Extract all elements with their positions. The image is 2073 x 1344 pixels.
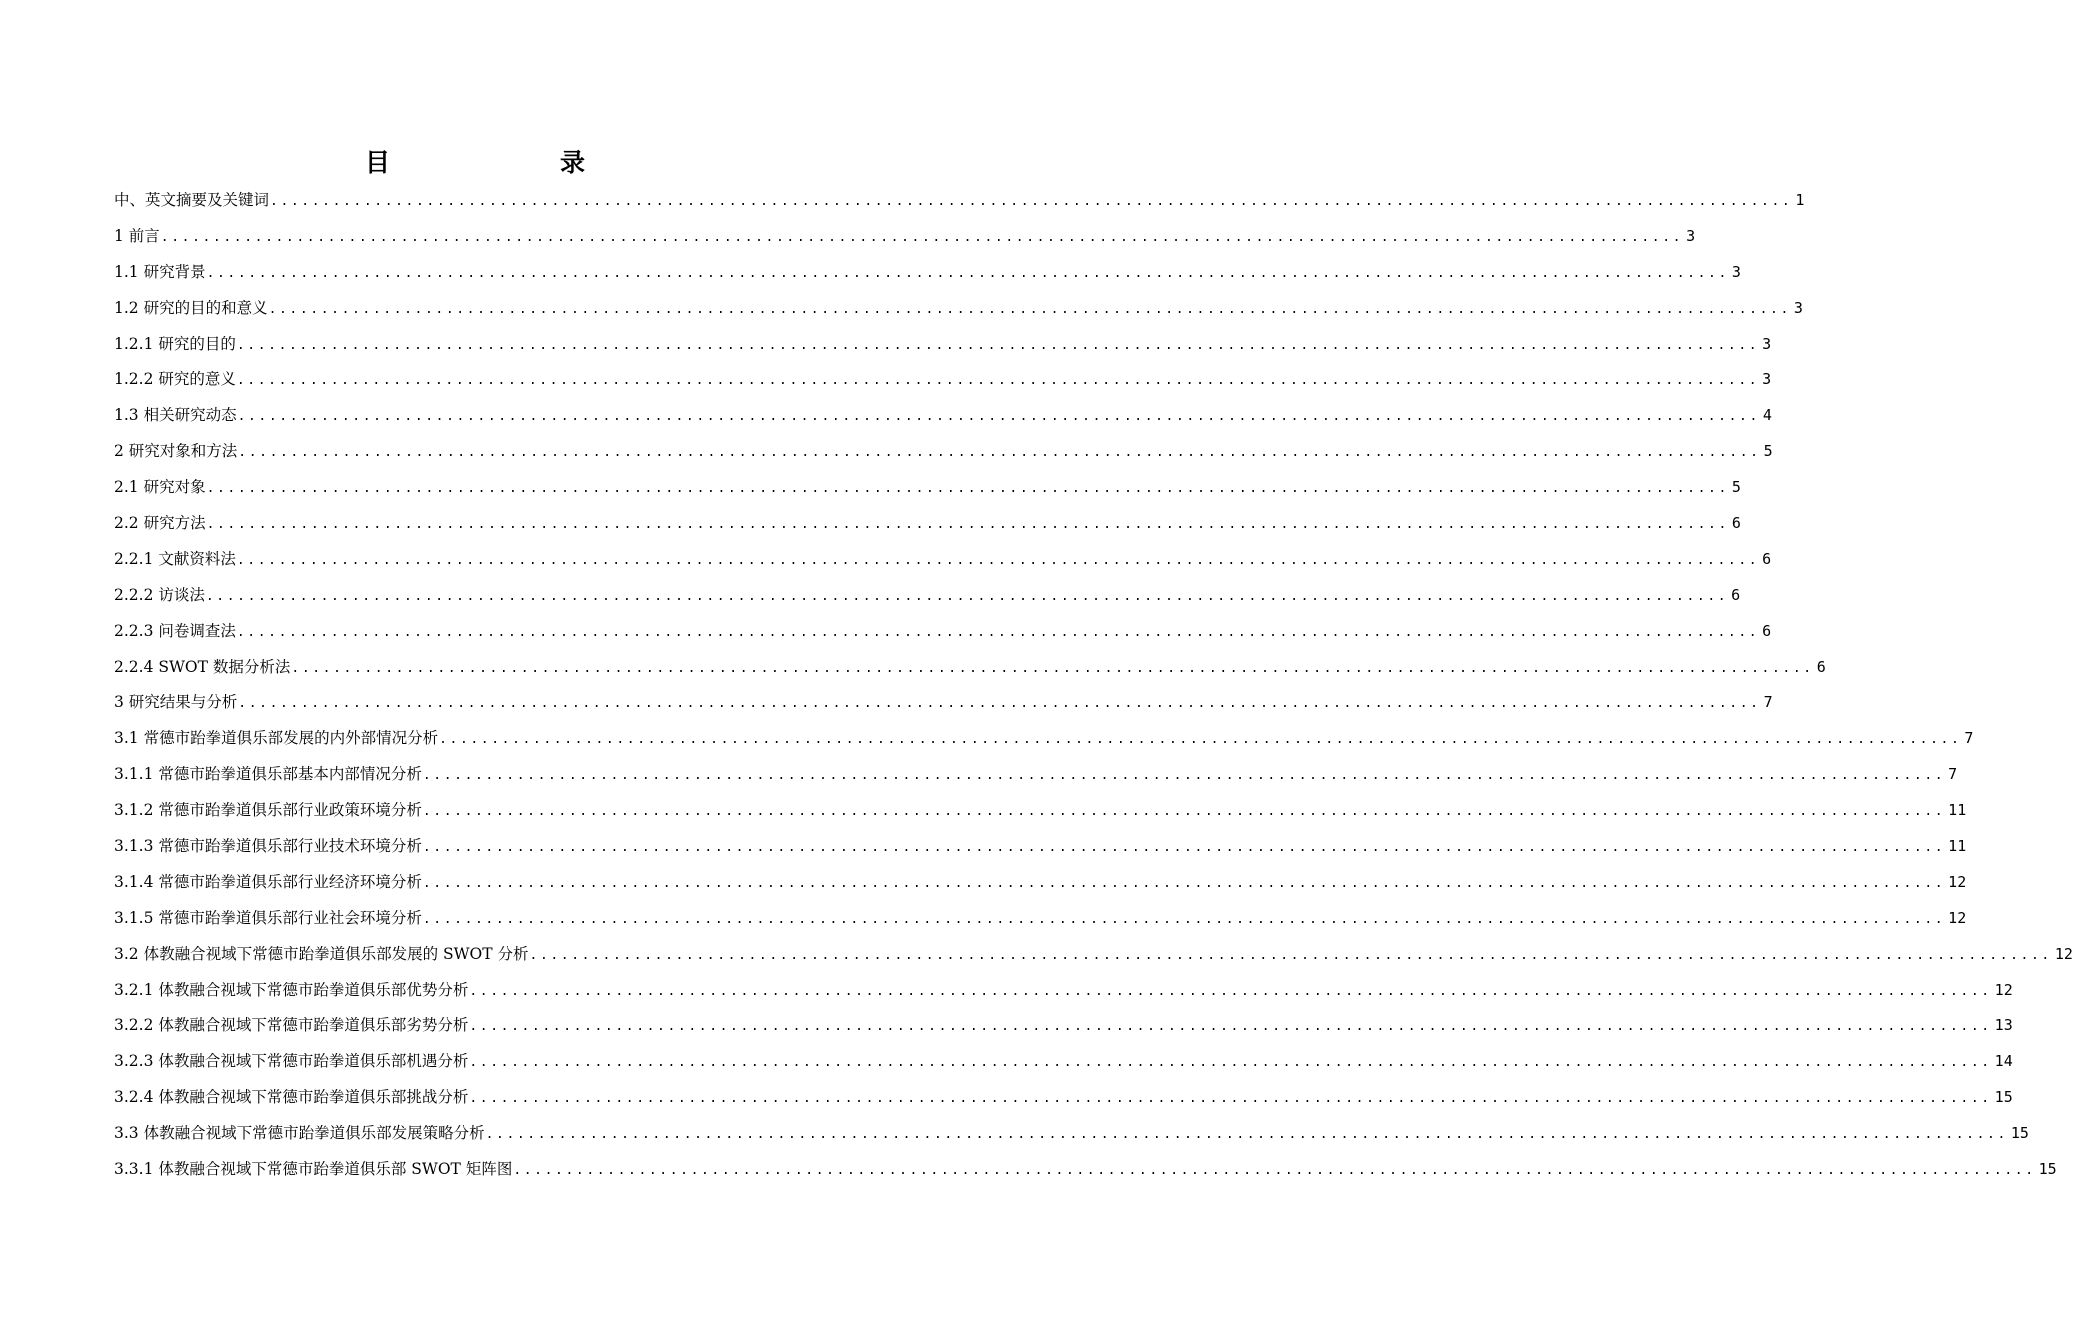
toc-entry[interactable] [114,327,1772,363]
dot-leader: .................................................................................................................................................. [206,517,1729,533]
toc-entry-title: 3.3.1 体教融合视域下常德市跆拳道俱乐部 SWOT 矩阵图 [114,1160,513,1179]
toc-entry-page-number: 4 [1762,406,1772,425]
dot-leader: .................................................................................................................................................. [268,301,1791,317]
toc-entry-page-number: 7 [1948,765,1958,784]
toc-entry-title: 1.2.1 研究的目的 [114,334,236,353]
toc-entry-title: 1 前言 [114,226,160,245]
dot-leader: .................................................................................................................................................. [206,265,1729,281]
toc-entry[interactable] [114,255,1741,291]
toc-entry-title: 2.2.3 问卷调查法 [114,621,236,640]
dot-leader: .................................................................................................................................................. [485,1127,2008,1143]
dot-leader: .................................................................................................................................................. [236,337,1760,353]
toc-entry-page-number: 3 [1793,298,1803,317]
toc-entry-page-number: 12 [1994,980,2013,999]
toc-entry[interactable] [114,183,1805,219]
dot-leader: .................................................................................................................................................. [160,229,1684,245]
toc-entry-page-number: 11 [1948,801,1967,820]
toc-entry-title: 中、英文摘要及关键词 [114,191,270,209]
toc-entry[interactable] [114,398,1772,434]
toc-entry[interactable] [114,757,1958,793]
toc-entry-page-number: 3 [1762,370,1772,389]
dot-leader: .................................................................................................................................................. [422,804,1946,820]
toc-entry-page-number: 7 [1763,693,1773,712]
dot-leader: .................................................................................................................................................. [238,696,1761,712]
toc-entry-title: 2.2.1 文献资料法 [114,549,236,568]
dot-leader: .................................................................................................................................................. [422,875,1946,891]
toc-entry-page-number: 1 [1795,191,1805,209]
toc-entry-page-number: 11 [1948,837,1967,856]
toc-entry[interactable] [114,219,1696,255]
toc-entry[interactable] [114,362,1772,398]
toc-entry[interactable] [114,1080,2013,1116]
toc-entry-title: 2 研究对象和方法 [114,442,238,461]
toc-entry-title: 3 研究结果与分析 [114,693,238,712]
toc-entry-page-number: 13 [1994,1016,2013,1035]
dot-leader: .................................................................................................................................................. [422,911,1946,927]
toc-entry-title: 2.2.4 SWOT 数据分析法 [114,657,291,676]
toc-entry-page-number: 6 [1762,621,1772,640]
toc-entry[interactable] [114,829,1967,865]
toc-entry[interactable] [114,1152,2057,1188]
dot-leader: .................................................................................................................................................. [206,481,1729,497]
dot-leader: .................................................................................................................................................. [237,409,1760,425]
toc-entry[interactable] [114,542,1772,578]
toc-entry[interactable] [114,721,1974,757]
toc-entry-page-number: 6 [1731,585,1741,604]
toc-entry-title: 3.2.4 体教融合视域下常德市跆拳道俱乐部挑战分析 [114,1088,469,1107]
toc-entry[interactable] [114,506,1741,542]
toc-entry-page-number: 7 [1964,729,1974,748]
dot-leader: .................................................................................................................................................. [238,445,1761,461]
toc-entry-page-number: 6 [1762,549,1772,568]
toc-entry-title: 3.1.3 常德市跆拳道俱乐部行业技术环境分析 [114,837,422,856]
toc-entry-title: 3.2 体教融合视域下常德市跆拳道俱乐部发展的 SWOT 分析 [114,944,529,963]
toc-entry-title: 3.1 常德市跆拳道俱乐部发展的内外部情况分析 [114,729,439,748]
toc-entry-title: 3.3 体教融合视域下常德市跆拳道俱乐部发展策略分析 [114,1124,485,1143]
toc-entry[interactable] [114,865,1967,901]
toc-entry-title: 1.1 研究背景 [114,262,206,281]
dot-leader: .................................................................................................................................................. [469,983,1992,999]
toc-entry-title: 1.3 相关研究动态 [114,406,237,425]
toc-entry[interactable] [114,1116,2029,1152]
toc-entry-page-number: 15 [1994,1088,2013,1107]
toc-entry[interactable] [114,470,1741,506]
toc-entry-title: 2.1 研究对象 [114,478,206,497]
toc-entry-page-number: 15 [2038,1160,2057,1179]
toc-title: 目 录 [364,148,625,177]
toc-entry-page-number: 12 [2054,944,2073,963]
dot-leader: .................................................................................................................................................. [270,194,1793,209]
toc-entry-page-number: 14 [1994,1052,2013,1071]
dot-leader: .................................................................................................................................................. [469,1055,1992,1071]
toc-entry[interactable] [114,614,1772,650]
toc-entry-title: 1.2.2 研究的意义 [114,370,236,389]
toc-entry-page-number: 6 [1816,657,1826,676]
dot-leader: .................................................................................................................................................. [422,768,1946,784]
toc-entry[interactable] [114,1008,2013,1044]
toc-entry[interactable] [114,1044,2013,1080]
toc-entry-title: 3.1.1 常德市跆拳道俱乐部基本内部情况分析 [114,765,422,784]
toc-entry-page-number: 12 [1948,872,1967,891]
toc-entry[interactable] [114,578,1741,614]
toc-entry-page-number: 5 [1763,442,1773,461]
toc-entry[interactable] [114,937,2073,973]
toc-entry[interactable] [114,434,1773,470]
toc-entry-title: 3.1.5 常德市跆拳道俱乐部行业社会环境分析 [114,908,422,927]
dot-leader: .................................................................................................................................................. [513,1163,2036,1179]
toc-entry-page-number: 3 [1731,262,1741,281]
toc-entry-page-number: 6 [1731,514,1741,533]
dot-leader: .................................................................................................................................................. [469,1019,1992,1035]
dot-leader: .................................................................................................................................................. [291,660,1814,676]
toc-entry[interactable] [114,650,1826,686]
toc-entry[interactable] [114,291,1803,327]
toc-entry-page-number: 3 [1686,226,1696,245]
dot-leader: .................................................................................................................................................. [439,732,1962,748]
toc-entry-page-number: 15 [2010,1124,2029,1143]
toc-entry-title: 3.1.4 常德市跆拳道俱乐部行业经济环境分析 [114,872,422,891]
toc-entry[interactable] [114,793,1967,829]
toc-entry[interactable] [114,901,1967,937]
toc-entry-title: 3.2.1 体教融合视域下常德市跆拳道俱乐部优势分析 [114,980,469,999]
toc-entry[interactable] [114,685,1773,721]
dot-leader: .................................................................................................................................................. [236,373,1760,389]
toc-entry-title: 2.2 研究方法 [114,514,206,533]
dot-leader: .................................................................................................................................................. [469,1091,1992,1107]
dot-leader: .................................................................................................................................................. [422,840,1946,856]
toc-entry-title: 3.2.3 体教融合视域下常德市跆拳道俱乐部机遇分析 [114,1052,469,1071]
dot-leader: .................................................................................................................................................. [529,947,2052,963]
toc-entry-title: 1.2 研究的目的和意义 [114,298,268,317]
toc-entry-page-number: 12 [1948,908,1967,927]
toc-entry-page-number: 5 [1731,478,1741,497]
dot-leader: .................................................................................................................................................. [236,624,1760,640]
table-of-contents [114,183,2073,1188]
toc-entry-title: 3.2.2 体教融合视域下常德市跆拳道俱乐部劣势分析 [114,1016,469,1035]
toc-entry-title: 3.1.2 常德市跆拳道俱乐部行业政策环境分析 [114,801,422,820]
toc-entry[interactable] [114,973,2013,1009]
toc-entry-title: 2.2.2 访谈法 [114,585,205,604]
toc-entry-page-number: 3 [1762,334,1772,353]
dot-leader: .................................................................................................................................................. [236,552,1760,568]
dot-leader: .................................................................................................................................................. [205,588,1729,604]
